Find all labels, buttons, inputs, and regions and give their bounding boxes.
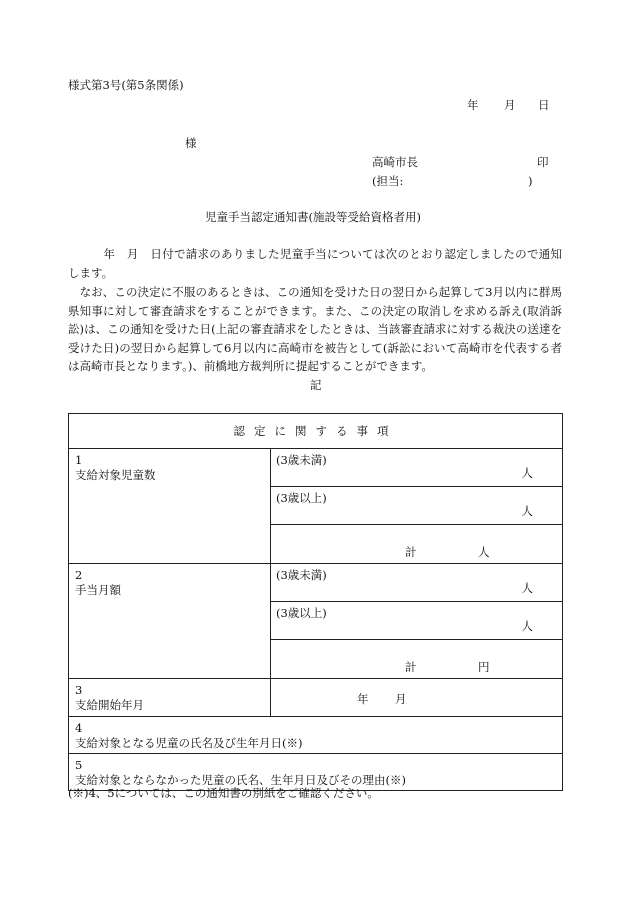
date-day: 日 — [538, 98, 550, 112]
row2-under3-cell — [271, 564, 563, 602]
row2-under3-label: (3歳未満) — [276, 568, 327, 582]
row1-number: 1 — [75, 453, 83, 467]
footnote: (※)4、5については、この通知書の別紙をご確認ください。 — [68, 786, 379, 800]
row2-over3-unit: 人 — [521, 619, 533, 633]
row1-over3-label: (3歳以上) — [276, 491, 327, 505]
row3-year: 年 — [357, 692, 369, 706]
row1-over3-cell — [271, 487, 563, 525]
row5-label: 支給対象とならなかった児童の氏名、生年月日及びその理由(※) — [75, 773, 406, 787]
row2-total-label: 計 — [405, 660, 417, 674]
row3-number: 3 — [75, 683, 83, 697]
row3-label-cell — [69, 679, 271, 717]
row1-total-cell — [271, 525, 563, 564]
row2-number: 2 — [75, 568, 83, 582]
row1-over3-unit: 人 — [521, 504, 533, 518]
row3-value-cell — [271, 679, 563, 717]
issuer-seal: 印 — [537, 155, 549, 169]
date-month: 月 — [504, 98, 516, 112]
ki-label: 記 — [310, 378, 322, 392]
recipient-suffix: 様 — [185, 136, 197, 150]
certification-table — [68, 413, 563, 791]
row2-label: 手当月額 — [75, 583, 121, 597]
row1-under3-unit: 人 — [521, 466, 533, 480]
contact-open: (担当: — [372, 174, 404, 188]
row5-number: 5 — [75, 758, 83, 772]
row2-over3-cell — [271, 602, 563, 640]
contact-close: ) — [528, 174, 533, 188]
row1-under3-label: (3歳未満) — [276, 453, 327, 467]
form-number: 様式第3号(第5条関係) — [68, 78, 184, 92]
row4-label: 支給対象となる児童の氏名及び生年月日(※) — [75, 736, 303, 750]
issuer-title: 高崎市長 — [372, 155, 418, 169]
date-year: 年 — [467, 98, 479, 112]
row3-month: 月 — [395, 692, 407, 706]
table-header: 認定に関する事項 — [69, 414, 563, 449]
row3-label: 支給開始年月 — [75, 698, 144, 712]
row1-total-unit: 人 — [478, 545, 490, 559]
row2-total-unit: 円 — [478, 660, 490, 674]
document-title: 児童手当認定通知書(施設等受給資格者用) — [205, 210, 421, 224]
row2-under3-unit: 人 — [521, 581, 533, 595]
row2-label-cell — [69, 564, 271, 679]
row2-total-cell — [271, 640, 563, 679]
row2-over3-label: (3歳以上) — [276, 606, 327, 620]
body-paragraph-1: 年 月 日付で請求のありました児童手当については次のとおり認定しましたので通知します。 — [68, 247, 562, 280]
row4-number: 4 — [75, 721, 83, 735]
row1-label: 支給対象児童数 — [75, 468, 156, 482]
row4-cell — [69, 717, 563, 754]
body-paragraph-2: なお、この決定に不服のあるときは、この通知を受けた日の翌日から起算して3月以内に群馬県知事に対して審査請求をすることができます。また、この決定の取消しを求める訴え(取消訴訟)は、この通知を受けた日(上記の審査請求をしたときは、当該審査請求に対する裁決の送達を受けた日)の翌日から起算して6月以内に高崎市を被告として(訴訟において高崎市を代表する者は高崎市長となります。)、前橋地方裁判所に提起することができます。 — [68, 285, 562, 374]
row1-under3-cell — [271, 449, 563, 487]
row1-label-cell — [69, 449, 271, 564]
row5-cell — [69, 754, 563, 791]
row1-total-label: 計 — [405, 545, 417, 559]
